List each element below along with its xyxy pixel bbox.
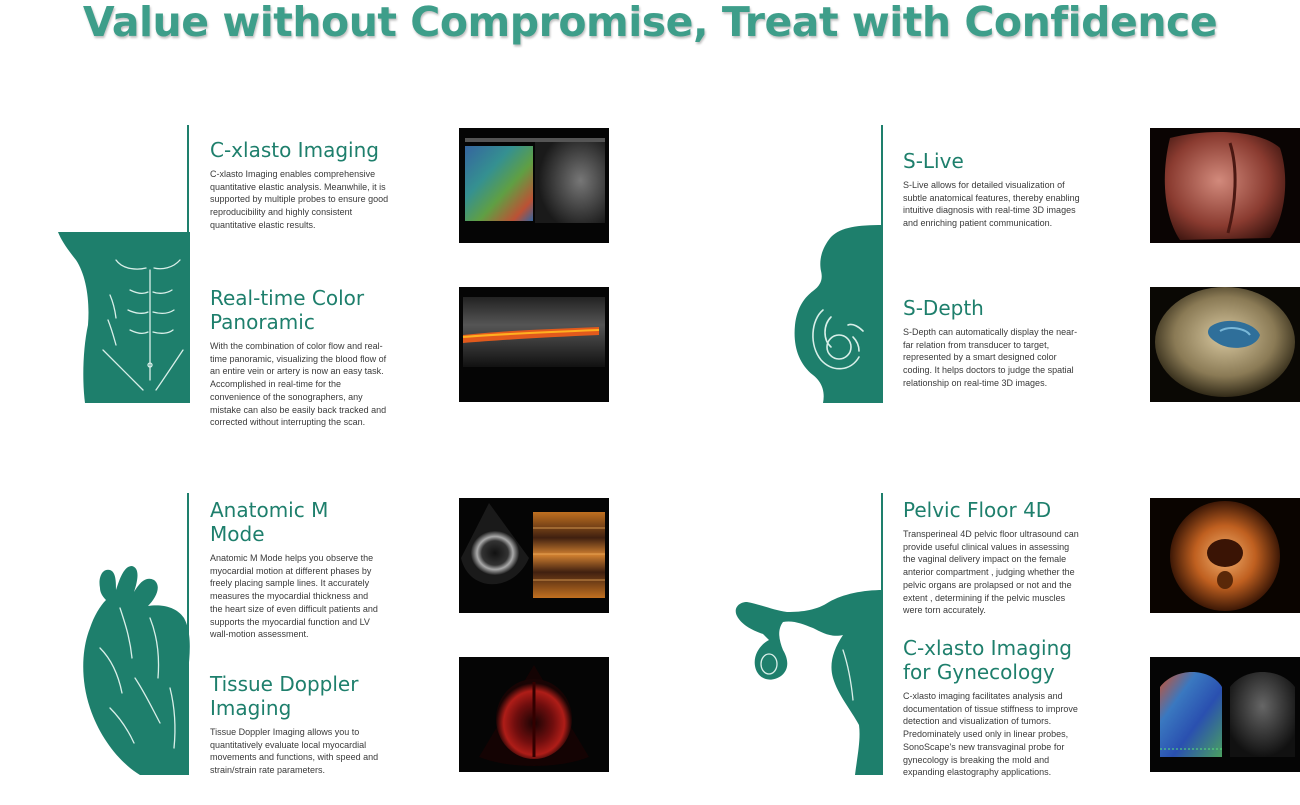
feature-title: Anatomic M Mode [210,498,329,546]
pregnant-belly-icon [793,225,883,403]
feature-gyn [903,636,1083,779]
feature-mmode [210,498,385,641]
feature-panoramic [210,286,450,429]
feature-description: C-xlasto imaging facilitates analysis and documentation of tissue stiffness to improve detection and visualization of tumors. Predominately used only in linear probes, SonoScape's new transvaginal probe for gynecology is breaking the mold and expanding elastography applications. [903,691,1078,778]
feature-title: S-Depth [903,296,984,320]
feature-slive [903,149,1083,230]
feature-title: C-xlasto Imaging for Gynecology [903,636,1072,684]
feature-description: C-xlasto Imaging enables comprehensive quantitative elastic analysis. Meanwhile, it is supported by multiple probes to ensure good reproducibility and highly consistent quantitative elastic results. [210,169,389,230]
pelvic-floor-3d-image [1150,498,1300,613]
mmode-ultrasound-image [459,498,609,613]
page-title: Value without Compromise, Treat with Confidence [82,0,1218,46]
heart-icon [80,558,192,775]
feature-tdi [210,672,430,777]
uterus-icon [733,590,883,775]
feature-pelvic [903,498,1083,617]
feature-title: Tissue Doppler Imaging [210,672,359,720]
feature-description: Transperineal 4D pelvic floor ultrasound can provide useful clinical values in assessing the vaginal delivery impact on the female anterior compartment , judging whether the pelvic organs are prolapsed or not and the extent , determining if the pelvic muscles were torn accurately. [903,529,1079,616]
feature-sdepth [903,296,1078,390]
panoramic-ultrasound-image [459,287,609,402]
feature-title: Pelvic Floor 4D [903,498,1052,522]
sdepth-3d-image [1150,287,1300,402]
torso-icon [58,230,190,403]
feature-description: Anatomic M Mode helps you observe the myocardial motion at different phases by freely placing sample lines. It accurately measures the myocardial thickness and the heart size of even difficult patients and supports the myocardial function and LV wall-motion assessment. [210,553,378,640]
slive-3d-image [1150,128,1300,243]
gyn-elastography-image [1150,657,1300,772]
feature-title: S-Live [903,149,964,173]
feature-description: Tissue Doppler Imaging allows you to quantitatively evaluate local myocardial movements and functions, with speed and strain/strain rate parameters. [210,727,379,776]
feature-description: S-Depth can automatically display the near-far relation from transducer to target, represented by a smart designed color coding. It helps doctors to judge the spatial relationship on real-time 3D images. [903,327,1078,388]
feature-description: S-Live allows for detailed visualization of subtle anatomical features, thereby enabling intuitive diagnosis with real-time 3D images and enriching patient communication. [903,180,1080,229]
feature-title: Real-time Color Panoramic [210,286,365,334]
feature-cxlasto [210,138,400,232]
tdi-ultrasound-image [459,657,609,772]
cxlasto-ultrasound-image [459,128,609,243]
feature-title: C-xlasto Imaging [210,138,379,162]
feature-description: With the combination of color flow and real-time panoramic, visualizing the blood flow of an entire vein or artery is now an easy task. Accomplished in real-time for the convenience of the sonographers, any mistake can also be easily back tracked and corrected without interrupting the scan. [210,341,387,428]
